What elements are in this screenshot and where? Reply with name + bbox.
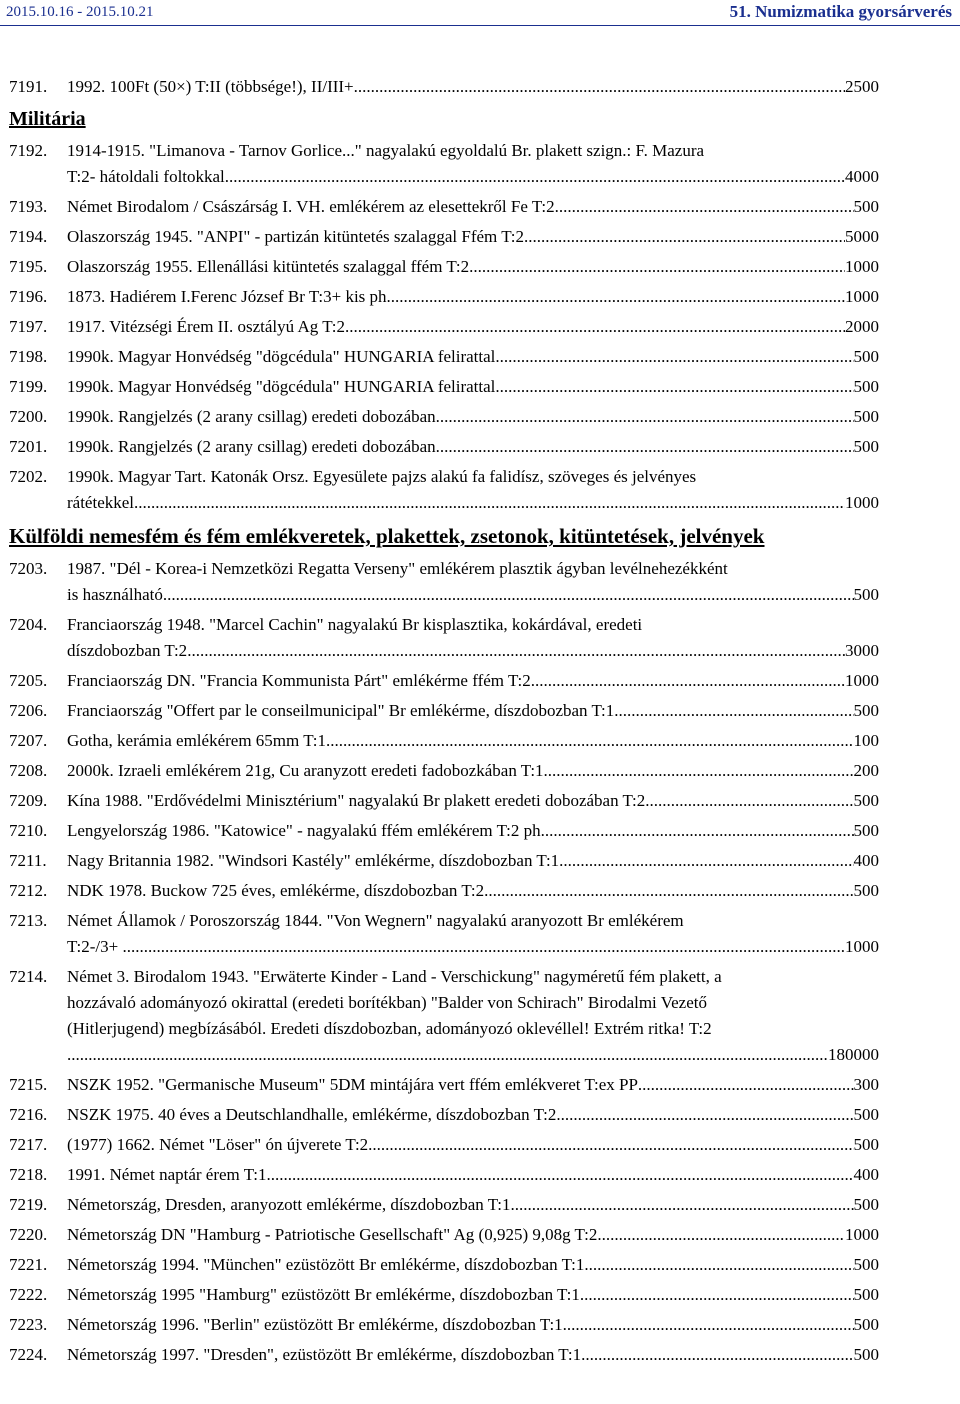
lot-price-line xyxy=(67,666,879,696)
lot-price-line xyxy=(67,876,879,906)
lot-price: 500 xyxy=(853,881,879,900)
lot-price-line xyxy=(67,1100,879,1130)
lot-description: NDK 1978. Buckow 725 éves, emlékérme, díszdobozban T:2 xyxy=(67,881,485,900)
dot-leader xyxy=(326,726,854,756)
lot-price-line xyxy=(67,726,879,756)
lot-price: 400 xyxy=(853,851,879,870)
lot-description: Kína 1988. "Erdővédelmi Minisztérium" nagyalakú Br plakett eredeti dobozában T:2 xyxy=(67,791,646,810)
lot-description: Nagy Britannia 1982. "Windsori Kastély" emlékérme, díszdobozban T:1 xyxy=(67,851,560,870)
dot-leader xyxy=(67,1042,828,1068)
lot-price-line xyxy=(67,252,879,282)
lot-price: 500 xyxy=(853,791,879,810)
lot-entry xyxy=(9,666,879,696)
lot-price-line xyxy=(67,786,879,816)
lot-number: 7207. xyxy=(9,731,48,750)
lot-number: 7220. xyxy=(9,1225,48,1244)
lot-price-line xyxy=(67,372,879,402)
dot-leader xyxy=(544,756,854,786)
lot-number: 7197. xyxy=(9,317,48,336)
lot-price: 1000 xyxy=(845,493,879,512)
dot-leader xyxy=(563,1310,854,1340)
lot-number: 7191. xyxy=(9,77,48,96)
lot-description: (1977) 1662. Német "Löser" ón újverete T:2 xyxy=(67,1135,369,1154)
lot-price-line xyxy=(67,490,879,516)
lot-number: 7210. xyxy=(9,821,48,840)
lot-entry xyxy=(9,846,879,876)
lot-price: 500 xyxy=(853,407,879,426)
lot-price: 2000 xyxy=(845,317,879,336)
dot-leader xyxy=(511,1190,854,1220)
lot-entry xyxy=(9,876,879,906)
dot-leader xyxy=(645,786,853,816)
dot-leader xyxy=(354,72,845,102)
lot-number: 7205. xyxy=(9,671,48,690)
lot-price-line xyxy=(67,72,879,102)
lot-entry xyxy=(9,342,879,372)
lot-description: is használható xyxy=(67,585,163,604)
lot-description: Németország 1997. "Dresden", ezüstözött Br emlékérme, díszdobozban T:1 xyxy=(67,1345,582,1364)
dot-leader xyxy=(387,282,845,312)
lot-entry xyxy=(9,554,879,610)
lot-price: 300 xyxy=(853,1075,879,1094)
lot-number: 7193. xyxy=(9,197,48,216)
lot-entry xyxy=(9,222,879,252)
lot-price: 4000 xyxy=(845,167,879,186)
dot-leader xyxy=(436,432,854,462)
dot-leader xyxy=(484,876,853,906)
lot-entry xyxy=(9,462,879,518)
lot-price-line xyxy=(67,1160,879,1190)
lot-number: 7199. xyxy=(9,377,48,396)
lot-price-line xyxy=(67,846,879,876)
lot-description: Olaszország 1955. Ellenállási kitüntetés szalaggal ffém T:2 xyxy=(67,257,470,276)
dot-leader xyxy=(495,372,853,402)
lot-description: Olaszország 1945. "ANPI" - partizán kitüntetés szalaggal Ffém T:2 xyxy=(67,227,524,246)
dot-leader xyxy=(134,490,845,516)
lot-description: 1990k. Rangjelzés (2 arany csillag) eredeti dobozában xyxy=(67,437,436,456)
dot-leader xyxy=(436,402,854,432)
lot-entry xyxy=(9,402,879,432)
lot-price: 1000 xyxy=(845,1225,879,1244)
lot-price-line xyxy=(67,402,879,432)
lot-entry xyxy=(9,1130,879,1160)
lot-price: 500 xyxy=(853,1255,879,1274)
lot-description: Gotha, kerámia emlékérem 65mm T:1 xyxy=(67,731,326,750)
dot-leader xyxy=(584,1250,853,1280)
lot-number: 7209. xyxy=(9,791,48,810)
lot-number: 7200. xyxy=(9,407,48,426)
lot-number: 7218. xyxy=(9,1165,48,1184)
lot-description: NSZK 1952. "Germanische Museum" 5DM mintájára vert ffém emlékveret T:ex PP xyxy=(67,1075,638,1094)
lot-description-line: Német 3. Birodalom 1943. "Erwäterte Kinder - Land - Verschickung" nagyméretű fém plakett, a xyxy=(67,967,722,986)
lot-price-line xyxy=(67,1220,879,1250)
lot-price-line xyxy=(67,934,879,960)
lot-entry xyxy=(9,372,879,402)
lot-price: 500 xyxy=(853,1195,879,1214)
lot-entry xyxy=(9,696,879,726)
dot-leader xyxy=(580,1280,854,1310)
dot-leader xyxy=(495,342,853,372)
lot-number: 7215. xyxy=(9,1075,48,1094)
lot-price: 500 xyxy=(853,1135,879,1154)
lot-entry xyxy=(9,432,879,462)
lot-number: 7208. xyxy=(9,761,48,780)
lot-description: 1873. Hadiérem I.Ferenc József Br T:3+ kis ph xyxy=(67,287,387,306)
lot-entry xyxy=(9,136,879,192)
lot-entry xyxy=(9,1100,879,1130)
lot-entry xyxy=(9,1310,879,1340)
lot-entry xyxy=(9,610,879,666)
lot-description: Németország 1996. "Berlin" ezüstözött Br emlékérme, díszdobozban T:1 xyxy=(67,1315,563,1334)
lot-list xyxy=(9,72,879,1370)
page-header xyxy=(0,0,960,26)
lot-price: 200 xyxy=(853,761,879,780)
header-divider xyxy=(0,25,960,26)
lot-number: 7201. xyxy=(9,437,48,456)
lot-number: 7211. xyxy=(9,851,47,870)
dot-leader xyxy=(127,934,845,960)
lot-entry xyxy=(9,1190,879,1220)
lot-price-line xyxy=(67,282,879,312)
lot-price: 1000 xyxy=(845,937,879,956)
lot-description: 1990k. Rangjelzés (2 arany csillag) eredeti dobozában xyxy=(67,407,436,426)
lot-price: 1000 xyxy=(845,287,879,306)
lot-number: 7217. xyxy=(9,1135,48,1154)
lot-entry xyxy=(9,1070,879,1100)
lot-entry xyxy=(9,816,879,846)
lot-price-line xyxy=(67,756,879,786)
dot-leader xyxy=(597,1220,845,1250)
lot-description: díszdobozban T:2 xyxy=(67,641,188,660)
section-heading: Militária xyxy=(9,108,86,130)
lot-entry xyxy=(9,726,879,756)
lot-description-line: 1990k. Magyar Tart. Katonák Orsz. Egyesülete pajzs alakú fa falidísz, szöveges és jelvényes xyxy=(67,467,697,486)
lot-description-line: Német Államok / Poroszország 1844. "Von Wegnern" nagyalakú aranyozott Br emlékérem xyxy=(67,911,684,930)
lot-description: 1917. Vitézségi Érem II. osztályú Ag T:2 xyxy=(67,317,345,336)
dot-leader xyxy=(559,846,853,876)
lot-number: 7203. xyxy=(9,559,48,578)
lot-description: Németország DN "Hamburg - Patriotische Gesellschaft" Ag (0,925) 9,08g T:2 xyxy=(67,1225,598,1244)
lot-price: 500 xyxy=(853,1105,879,1124)
lot-price: 500 xyxy=(853,821,879,840)
lot-number: 7222. xyxy=(9,1285,48,1304)
lot-entry xyxy=(9,282,879,312)
dot-leader xyxy=(187,638,845,664)
lot-description-line: hozzávaló adományozó okirattal (eredeti borítékban) "Balder von Schirach" Birodalmi Vezető xyxy=(67,993,707,1012)
lot-description: 1990k. Magyar Honvédség "dögcédula" HUNGARIA felirattal xyxy=(67,347,496,366)
dot-leader xyxy=(541,816,854,846)
lot-price: 500 xyxy=(853,585,879,604)
lot-number: 7223. xyxy=(9,1315,48,1334)
lot-price-line xyxy=(67,582,879,608)
lot-description-line: Franciaország 1948. "Marcel Cachin" nagyalakú Br kisplasztika, kokárdával, eredeti xyxy=(67,615,643,634)
lot-price-line xyxy=(67,1130,879,1160)
lot-price: 2500 xyxy=(845,77,879,96)
lot-description-line: 1914-1915. "Limanova - Tarnov Gorlice..." nagyalakú egyoldalú Br. plakett szign.: F. Mazura xyxy=(67,141,705,160)
lot-price: 500 xyxy=(853,377,879,396)
lot-entry xyxy=(9,252,879,282)
lot-price-line xyxy=(67,1280,879,1310)
dot-leader xyxy=(266,1160,853,1190)
lot-entry xyxy=(9,312,879,342)
lot-price: 500 xyxy=(853,701,879,720)
lot-description: Lengyelország 1986. "Katowice" - nagyalakú ffém emlékérem T:2 ph xyxy=(67,821,541,840)
lot-description-line: 1987. "Dél - Korea-i Nemzetközi Regatta Verseny" emlékérem plasztik ágyban levélnehezékként xyxy=(67,559,728,578)
lot-entry xyxy=(9,1160,879,1190)
lot-price-line xyxy=(67,342,879,372)
lot-number: 7196. xyxy=(9,287,48,306)
lot-price-line xyxy=(67,222,879,252)
lot-entry xyxy=(9,786,879,816)
lot-description: T:2- hátoldali foltokkal xyxy=(67,167,225,186)
lot-price: 3000 xyxy=(845,641,879,660)
lot-price: 5000 xyxy=(845,227,879,246)
lot-price-line xyxy=(67,1190,879,1220)
dot-leader xyxy=(614,696,853,726)
lot-price-line xyxy=(67,696,879,726)
lot-number: 7212. xyxy=(9,881,48,900)
section-heading: Külföldi nemesfém és fém emlékveretek, plakettek, zsetonok, kitüntetések, jelvények xyxy=(9,524,765,548)
lot-price: 500 xyxy=(853,1315,879,1334)
lot-number: 7202. xyxy=(9,467,48,486)
lot-number: 7214. xyxy=(9,967,48,986)
lot-entry xyxy=(9,192,879,222)
lot-price: 100 xyxy=(853,731,879,750)
auction-title: 51. Numizmatika gyorsárverés xyxy=(729,2,952,21)
lot-price-line xyxy=(67,164,879,190)
dot-leader xyxy=(225,164,845,190)
lot-price: 1000 xyxy=(845,671,879,690)
lot-description: Németország, Dresden, aranyozott emlékérme, díszdobozban T:1 xyxy=(67,1195,511,1214)
lot-price-line xyxy=(67,432,879,462)
lot-price: 500 xyxy=(853,1345,879,1364)
lot-price: 1000 xyxy=(845,257,879,276)
lot-price: 500 xyxy=(853,197,879,216)
lot-price-line xyxy=(67,192,879,222)
lot-number: 7195. xyxy=(9,257,48,276)
lot-entry xyxy=(9,906,879,962)
lot-description: rátétekkel xyxy=(67,493,135,512)
lot-price-line xyxy=(67,1250,879,1280)
dot-leader xyxy=(556,1100,853,1130)
lot-price-line xyxy=(67,1070,879,1100)
lot-price: 400 xyxy=(853,1165,879,1184)
lot-entry xyxy=(9,72,879,102)
auction-dates: 2015.10.16 - 2015.10.21 xyxy=(6,4,154,20)
lot-number: 7194. xyxy=(9,227,48,246)
lot-description: 2000k. Izraeli emlékérem 21g, Cu aranyzott eredeti fadobozkában T:1 xyxy=(67,761,544,780)
lot-price: 180000 xyxy=(828,1045,879,1064)
lot-description: NSZK 1975. 40 éves a Deutschlandhalle, emlékérme, díszdobozban T:2 xyxy=(67,1105,557,1124)
lot-price-line xyxy=(67,816,879,846)
lot-description: Franciaország DN. "Francia Kommunista Párt" emlékérme ffém T:2 xyxy=(67,671,531,690)
lot-number: 7198. xyxy=(9,347,48,366)
lot-price-line xyxy=(67,1042,879,1068)
lot-description: Német Birodalom / Császárság I. VH. emlékérem az elesettekről Fe T:2 xyxy=(67,197,555,216)
dot-leader xyxy=(581,1340,853,1370)
lot-price: 500 xyxy=(853,437,879,456)
lot-description: Franciaország "Offert par le conseilmunicipal" Br emlékérme, díszdobozban T:1 xyxy=(67,701,615,720)
lot-description: 1991. Német naptár érem T:1 xyxy=(67,1165,267,1184)
lot-entry xyxy=(9,1250,879,1280)
lot-entry xyxy=(9,756,879,786)
lot-entry xyxy=(9,962,879,1070)
lot-description: Németország 1994. "München" ezüstözött Br emlékérme, díszdobozban T:1 xyxy=(67,1255,585,1274)
lot-price: 500 xyxy=(853,1285,879,1304)
dot-leader xyxy=(469,252,845,282)
lot-description-line: (Hitlerjugend) megbízásából. Eredeti díszdobozban, adományozó oklevéllel! Extrém ritka! T:2 xyxy=(67,1019,712,1038)
lot-number: 7219. xyxy=(9,1195,48,1214)
lot-number: 7213. xyxy=(9,911,48,930)
lot-entry xyxy=(9,1220,879,1250)
lot-number: 7206. xyxy=(9,701,48,720)
lot-number: 7204. xyxy=(9,615,48,634)
dot-leader xyxy=(524,222,845,252)
dot-leader xyxy=(163,582,854,608)
lot-price-line xyxy=(67,1340,879,1370)
dot-leader xyxy=(368,1130,853,1160)
lot-description: 1990k. Magyar Honvédség "dögcédula" HUNGARIA felirattal xyxy=(67,377,496,396)
lot-price-line xyxy=(67,1310,879,1340)
dot-leader xyxy=(638,1070,854,1100)
dot-leader xyxy=(345,312,845,342)
lot-number: 7224. xyxy=(9,1345,48,1364)
dot-leader xyxy=(531,666,845,696)
lot-number: 7221. xyxy=(9,1255,48,1274)
lot-price-line xyxy=(67,312,879,342)
lot-price: 500 xyxy=(853,347,879,366)
lot-description: T:2-/3+ . xyxy=(67,937,127,956)
lot-number: 7216. xyxy=(9,1105,48,1124)
lot-entry xyxy=(9,1280,879,1310)
lot-description: 1992. 100Ft (50×) T:II (többsége!), II/III+ xyxy=(67,77,354,96)
lot-number: 7192. xyxy=(9,141,48,160)
lot-price-line xyxy=(67,638,879,664)
lot-entry xyxy=(9,1340,879,1370)
dot-leader xyxy=(555,192,854,222)
lot-description: Németország 1995 "Hamburg" ezüstözött Br emlékérme, díszdobozban T:1 xyxy=(67,1285,580,1304)
